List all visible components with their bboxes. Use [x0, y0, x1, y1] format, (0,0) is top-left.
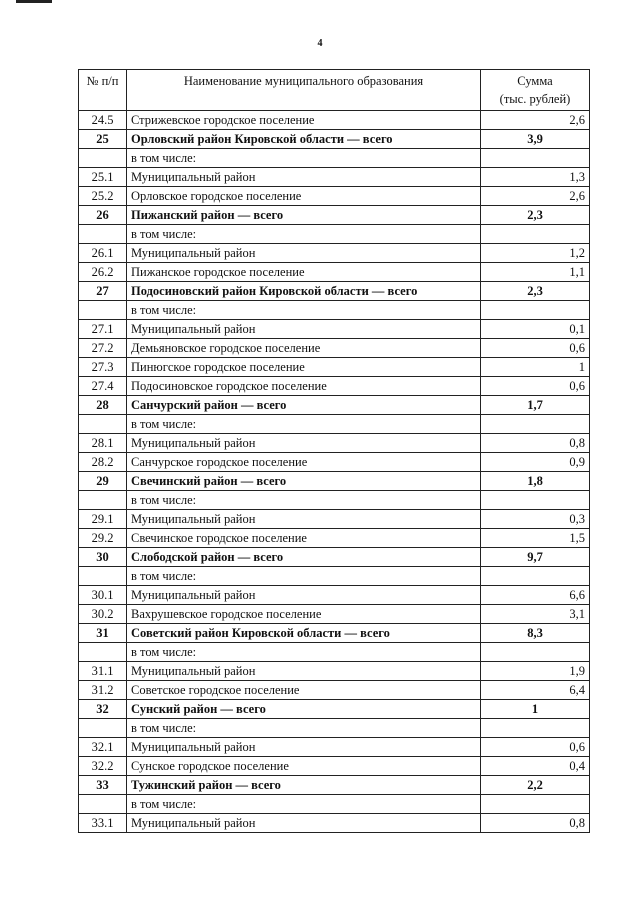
row-num: 31	[79, 624, 127, 643]
row-name: в том числе:	[127, 795, 481, 814]
table-header-row	[79, 70, 590, 111]
table-row	[79, 795, 590, 814]
header-sum-title: Сумма	[517, 74, 553, 88]
row-name: Муниципальный район	[127, 434, 481, 453]
table-row	[79, 662, 590, 681]
row-num: 28.1	[79, 434, 127, 453]
table-row-total	[79, 700, 590, 719]
table-row-total	[79, 472, 590, 491]
row-sum	[481, 719, 590, 738]
row-num	[79, 149, 127, 168]
row-name: Демьяновское городское поселение	[127, 339, 481, 358]
row-name: в том числе:	[127, 567, 481, 586]
row-name: в том числе:	[127, 491, 481, 510]
row-sum: 0,3	[481, 510, 590, 529]
row-num: 29.2	[79, 529, 127, 548]
row-num	[79, 491, 127, 510]
row-name: в том числе:	[127, 719, 481, 738]
row-sum: 1	[481, 358, 590, 377]
row-name: Пинюгское городское поселение	[127, 358, 481, 377]
row-name: Сунское городское поселение	[127, 757, 481, 776]
row-sum: 8,3	[481, 624, 590, 643]
row-sum: 9,7	[481, 548, 590, 567]
row-num: 32	[79, 700, 127, 719]
row-num: 25.2	[79, 187, 127, 206]
row-sum: 1,9	[481, 662, 590, 681]
table-row-total	[79, 548, 590, 567]
table-row	[79, 168, 590, 187]
header-num: № п/п	[79, 70, 127, 111]
row-num: 31.2	[79, 681, 127, 700]
row-name: Стрижевское городское поселение	[127, 111, 481, 130]
row-sum: 3,1	[481, 605, 590, 624]
row-name: в том числе:	[127, 415, 481, 434]
row-sum: 2,3	[481, 282, 590, 301]
row-name: Подосиновский район Кировской области — всего	[127, 282, 481, 301]
corner-mark	[16, 0, 52, 3]
row-sum: 2,3	[481, 206, 590, 225]
table-row	[79, 434, 590, 453]
table-row	[79, 149, 590, 168]
row-name: Свечинское городское поселение	[127, 529, 481, 548]
row-num: 32.1	[79, 738, 127, 757]
row-sum: 1	[481, 700, 590, 719]
row-name: Муниципальный район	[127, 814, 481, 833]
row-name: Муниципальный район	[127, 738, 481, 757]
row-num: 26	[79, 206, 127, 225]
table-row-total	[79, 776, 590, 795]
row-sum: 0,6	[481, 339, 590, 358]
row-num: 30.1	[79, 586, 127, 605]
table-row	[79, 320, 590, 339]
row-num: 33	[79, 776, 127, 795]
table-row	[79, 567, 590, 586]
header-sum	[481, 70, 590, 111]
row-num: 27.1	[79, 320, 127, 339]
table-row	[79, 453, 590, 472]
row-name: Муниципальный район	[127, 510, 481, 529]
row-sum	[481, 491, 590, 510]
table-row-total	[79, 206, 590, 225]
page-number: 4	[317, 38, 323, 49]
row-sum	[481, 795, 590, 814]
row-num: 25	[79, 130, 127, 149]
table-row	[79, 681, 590, 700]
row-sum: 0,1	[481, 320, 590, 339]
row-sum: 1,2	[481, 244, 590, 263]
row-sum: 1,8	[481, 472, 590, 491]
row-sum: 3,9	[481, 130, 590, 149]
row-num: 29.1	[79, 510, 127, 529]
row-num: 32.2	[79, 757, 127, 776]
row-sum: 0,4	[481, 757, 590, 776]
row-name: Санчурский район — всего	[127, 396, 481, 415]
row-sum	[481, 225, 590, 244]
row-num: 27.2	[79, 339, 127, 358]
row-name: Вахрушевское городское поселение	[127, 605, 481, 624]
row-name: Сунский район — всего	[127, 700, 481, 719]
table-row	[79, 643, 590, 662]
row-sum: 0,8	[481, 814, 590, 833]
row-sum: 2,6	[481, 111, 590, 130]
table-row	[79, 605, 590, 624]
row-num: 26.1	[79, 244, 127, 263]
row-name: Орловское городское поселение	[127, 187, 481, 206]
row-name: Подосиновское городское поселение	[127, 377, 481, 396]
row-name: Советский район Кировской области — всего	[127, 624, 481, 643]
row-name: в том числе:	[127, 149, 481, 168]
row-num	[79, 225, 127, 244]
table-row	[79, 187, 590, 206]
table-row	[79, 586, 590, 605]
row-sum: 0,6	[481, 377, 590, 396]
allocation-table	[78, 69, 590, 833]
row-num: 33.1	[79, 814, 127, 833]
row-sum: 2,6	[481, 187, 590, 206]
row-sum	[481, 415, 590, 434]
row-num: 29	[79, 472, 127, 491]
table-row	[79, 111, 590, 130]
row-name: Пижанский район — всего	[127, 206, 481, 225]
table-row	[79, 415, 590, 434]
row-name: Советское городское поселение	[127, 681, 481, 700]
table-row	[79, 263, 590, 282]
table-row	[79, 301, 590, 320]
row-name: Санчурское городское поселение	[127, 453, 481, 472]
table-row	[79, 225, 590, 244]
row-name: Пижанское городское поселение	[127, 263, 481, 282]
header-name: Наименование муниципального образования	[127, 70, 481, 111]
row-name: в том числе:	[127, 643, 481, 662]
row-name: Муниципальный район	[127, 320, 481, 339]
row-num: 26.2	[79, 263, 127, 282]
row-sum: 1,3	[481, 168, 590, 187]
table-row-total	[79, 396, 590, 415]
row-sum	[481, 567, 590, 586]
table-row	[79, 377, 590, 396]
row-name: Муниципальный район	[127, 586, 481, 605]
row-num: 28	[79, 396, 127, 415]
row-name: Орловский район Кировской области — всего	[127, 130, 481, 149]
row-name: Свечинский район — всего	[127, 472, 481, 491]
table-row	[79, 757, 590, 776]
row-num: 30	[79, 548, 127, 567]
table-row	[79, 491, 590, 510]
row-sum	[481, 643, 590, 662]
table-row	[79, 339, 590, 358]
row-name: Слободской район — всего	[127, 548, 481, 567]
row-sum: 1,7	[481, 396, 590, 415]
row-sum	[481, 149, 590, 168]
row-name: в том числе:	[127, 225, 481, 244]
row-name: Тужинский район — всего	[127, 776, 481, 795]
table-row-total	[79, 624, 590, 643]
row-sum: 2,2	[481, 776, 590, 795]
row-sum: 0,6	[481, 738, 590, 757]
row-sum: 0,9	[481, 453, 590, 472]
row-name: Муниципальный район	[127, 244, 481, 263]
table-row-total	[79, 282, 590, 301]
row-num: 31.1	[79, 662, 127, 681]
row-name: в том числе:	[127, 301, 481, 320]
row-num: 24.5	[79, 111, 127, 130]
row-num: 27	[79, 282, 127, 301]
table-row	[79, 719, 590, 738]
row-name: Муниципальный район	[127, 662, 481, 681]
row-num	[79, 301, 127, 320]
row-num: 27.3	[79, 358, 127, 377]
row-num	[79, 719, 127, 738]
table-row	[79, 358, 590, 377]
row-sum: 6,4	[481, 681, 590, 700]
table-row	[79, 510, 590, 529]
table-row	[79, 244, 590, 263]
table-row	[79, 738, 590, 757]
row-name: Муниципальный район	[127, 168, 481, 187]
header-sum-unit: (тыс. рублей)	[499, 92, 571, 106]
row-sum: 6,6	[481, 586, 590, 605]
row-num	[79, 643, 127, 662]
row-num	[79, 795, 127, 814]
table-row	[79, 814, 590, 833]
table-body	[79, 111, 590, 833]
table-row-total	[79, 130, 590, 149]
row-num: 30.2	[79, 605, 127, 624]
row-sum: 0,8	[481, 434, 590, 453]
row-num: 28.2	[79, 453, 127, 472]
row-num: 27.4	[79, 377, 127, 396]
row-sum	[481, 301, 590, 320]
table-row	[79, 529, 590, 548]
row-num	[79, 567, 127, 586]
row-num: 25.1	[79, 168, 127, 187]
row-num	[79, 415, 127, 434]
row-sum: 1,5	[481, 529, 590, 548]
row-sum: 1,1	[481, 263, 590, 282]
